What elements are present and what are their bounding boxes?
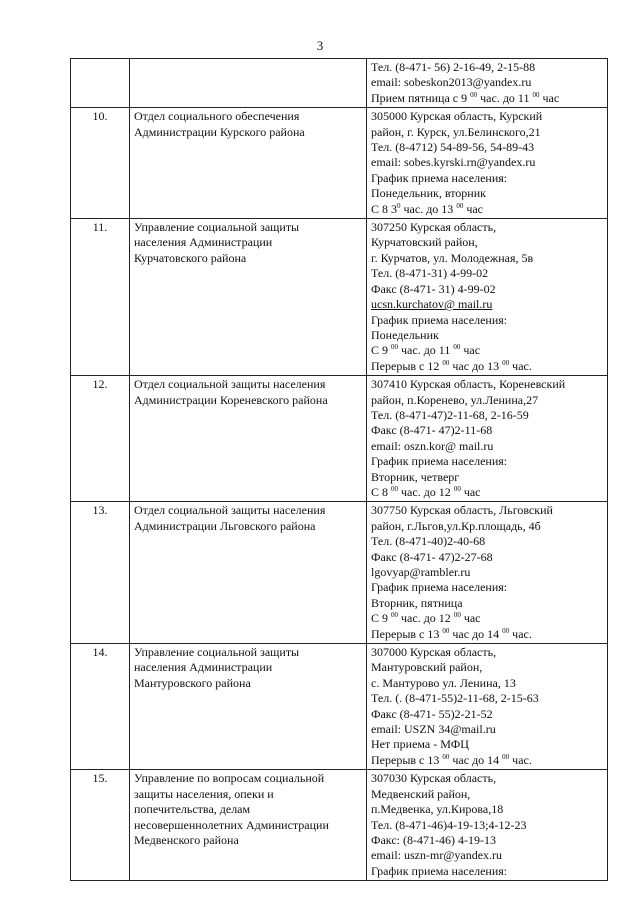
contact-line: Вторник, четверг: [371, 469, 460, 484]
contact-line: email: uszn-mr@yandex.ru: [371, 848, 503, 863]
email-line: email: sobeskon2013@yandex.ru: [371, 75, 532, 90]
office-name-line: Медвенского района: [134, 832, 239, 847]
row-number: 10.: [71, 108, 130, 219]
office-name-line: Управление по вопросам социальной: [134, 771, 325, 786]
office-name-line: населения Администрации: [134, 235, 273, 250]
office-registry-table: [70, 58, 608, 881]
break-line: Перерыв с 13 $^{00}$ час до 14 $^{00}$ час.: [371, 626, 532, 641]
contact-line: район, п.Коренево, ул.Ленина,27: [371, 392, 539, 407]
row-number: 13.: [71, 502, 130, 644]
office-name-cell: [130, 770, 367, 881]
contact-line: График приема населения:: [371, 454, 508, 469]
contact-line: Курчатовский район,: [371, 235, 478, 250]
office-name-line: защиты населения, опеки и: [134, 786, 274, 801]
office-name-cell: [130, 219, 367, 376]
contact-line: График приема населения:: [371, 863, 508, 878]
table-row: [71, 644, 608, 770]
contact-cell: [367, 219, 608, 376]
hours-line: С 8 $3^0$ час. до 13 $^{00}$ час: [371, 201, 483, 216]
contact-line: Тел. (. (8-471-55)2-11-68, 2-15-63: [371, 691, 539, 706]
contact-line: Факс (8-471- 47)2-27-68: [371, 549, 493, 564]
contact-line: 307250 Курская область,: [371, 220, 497, 235]
row-number: 11.: [71, 219, 130, 376]
row-number-cell: [71, 59, 130, 108]
contact-line: 305000 Курская область, Курский: [371, 109, 543, 124]
row-number: 12.: [71, 376, 130, 502]
schedule-line: Прием пятница с 9 $^{00}$ час. до 11 $^{00}$ час: [371, 90, 560, 105]
office-name-line: Отдел социальной защиты населения: [134, 377, 326, 392]
contact-line: email: oszn.kor@ mail.ru: [371, 438, 494, 453]
contact-line: Тел. (8-471-47)2-11-68, 2-16-59: [371, 407, 529, 422]
contact-line: Медвенский район,: [371, 786, 471, 801]
contact-line: Факс: (8-471-46) 4-19-13: [371, 832, 496, 847]
contact-line: Факс (8-471- 55)2-21-52: [371, 706, 493, 721]
office-name-cell: [130, 108, 367, 219]
office-name-cell: [130, 502, 367, 644]
table-row: [71, 59, 608, 108]
contact-cell: [367, 502, 608, 644]
contact-cell: [367, 770, 608, 881]
contact-line: График приема населения:: [371, 580, 508, 595]
table-row: [71, 108, 608, 219]
contact-line: Тел. (8-471-46)4-19-13;4-12-23: [371, 817, 527, 832]
row-number: 14.: [71, 644, 130, 770]
contact-line: График приема населения:: [371, 170, 508, 185]
contact-line: Нет приема - МФЦ: [371, 737, 469, 752]
table-row: [71, 770, 608, 881]
table-row: [71, 219, 608, 376]
contact-cell: [367, 644, 608, 770]
phone-line: Тел. (8-471- 56) 2-16-49, 2-15-88: [371, 60, 536, 74]
contact-cell: [367, 376, 608, 502]
contact-line: Факс (8-471- 31) 4-99-02: [371, 281, 496, 296]
office-name-line: населения Администрации: [134, 660, 273, 675]
contact-line: 307000 Курская область,: [371, 645, 497, 660]
contact-line: район, г. Курск, ул.Белинского,21: [371, 124, 541, 139]
table-row: [71, 502, 608, 644]
office-name-cell: [130, 644, 367, 770]
contact-line: Тел. (8-4712) 54-89-56, 54-89-43: [371, 140, 535, 155]
table-row: [71, 376, 608, 502]
contact-line: г. Курчатов, ул. Молодежная, 5в: [371, 250, 534, 265]
contact-line: email: USZN 34@mail.ru: [371, 722, 496, 737]
office-name-cell: [130, 59, 367, 108]
office-name-line: Мантуровского района: [134, 675, 251, 690]
break-line: Перерыв с 12 $^{00}$ час до 13 $^{00}$ час.: [371, 358, 532, 373]
office-name-cell: [130, 376, 367, 502]
hours-line: С 9 $^{00}$ час. до 11 $^{00}$ час: [371, 343, 481, 358]
contact-line: п.Медвенка, ул.Кирова,18: [371, 802, 504, 817]
contact-line: 307750 Курская область, Льговский: [371, 503, 553, 518]
office-name-line: Управление социальной защиты: [134, 645, 300, 660]
contact-line: Тел. (8-471-31) 4-99-02: [371, 266, 489, 281]
office-name-line: Отдел социального обеспечения: [134, 109, 300, 124]
office-name-line: Администрации Льговского района: [134, 518, 316, 533]
office-name-line: Администрации Курского района: [134, 124, 305, 139]
office-name-line: Управление социальной защиты: [134, 220, 300, 235]
contact-line: Тел. (8-471-40)2-40-68: [371, 534, 486, 549]
row-number: 15.: [71, 770, 130, 881]
contact-line: с. Мантурово ул. Ленина, 13: [371, 675, 516, 690]
email-line: ucsn.kurchatov@ mail.ru: [371, 297, 493, 312]
contact-line: Понедельник: [371, 327, 439, 342]
contact-line: График приема населения:: [371, 312, 508, 327]
hours-line: С 8 $^{00}$ час. до 12 $^{00}$ час: [371, 484, 481, 499]
contact-cell: [367, 59, 608, 108]
office-name-line: Отдел социальной защиты населения: [134, 503, 326, 518]
office-name-line: Курчатовского района: [134, 250, 247, 265]
office-name-line: несовершеннолетних Администрации: [134, 817, 329, 832]
contact-line: район, г.Льгов,ул.Кр.площадь, 4б: [371, 518, 541, 533]
break-line: Перерыв с 13 $^{00}$ час до 14 $^{00}$ час.: [371, 752, 532, 767]
page-number: 3: [316, 38, 324, 53]
contact-line: lgovyap@rambler.ru: [371, 565, 471, 579]
contact-line: 307410 Курская область, Кореневский: [371, 377, 566, 392]
contact-line: Вторник, пятница: [371, 595, 463, 610]
office-name-line: попечительства, делам: [134, 802, 251, 817]
contact-line: 307030 Курская область,: [371, 771, 497, 786]
contact-line: Факс (8-471- 47)2-11-68: [371, 423, 493, 438]
contact-line: email: sobes.kyrski.rn@yandex.ru: [371, 155, 536, 170]
contact-line: Мантуровский район,: [371, 660, 483, 675]
office-name-line: Администрации Кореневского района: [134, 392, 328, 407]
contact-cell: [367, 108, 608, 219]
contact-line: Понедельник, вторник: [371, 186, 486, 201]
hours-line: С 9 $^{00}$ час. до 12 $^{00}$ час: [371, 611, 481, 626]
